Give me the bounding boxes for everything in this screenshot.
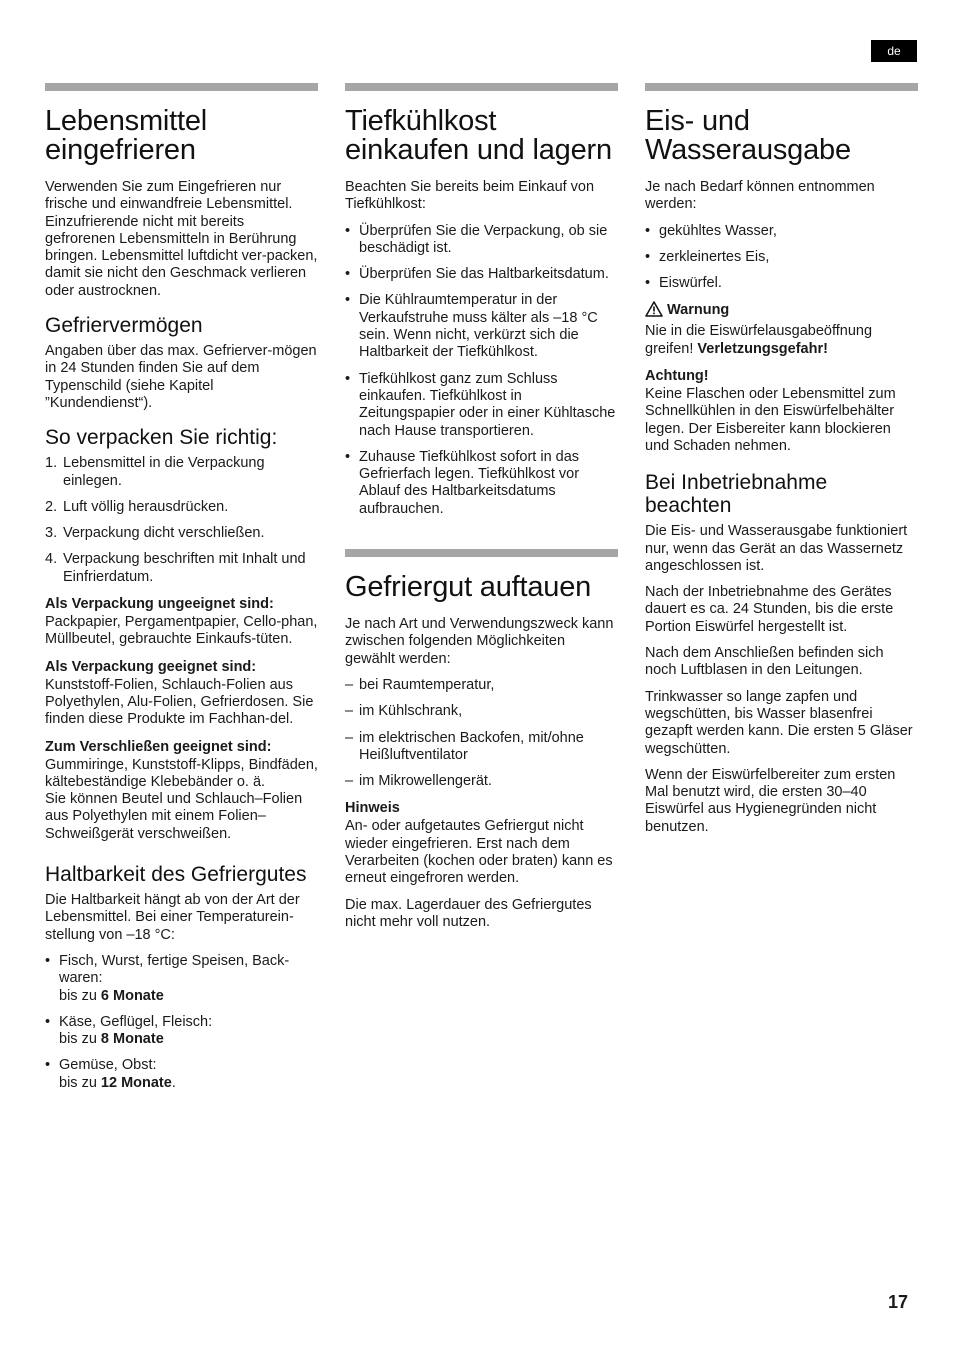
ice-water-intro: Je nach Bedarf können entnommen werden: xyxy=(645,179,875,213)
list-item: – im elektrischen Backofen, mit/ohne Heißluftventilator xyxy=(345,730,618,765)
column-frozen-food xyxy=(345,83,618,940)
list-item: • Die Kühlraumtemperatur in der Verkaufstruhe muss kälter als –18 °C sein. Wenn nicht, verkürzt sich die Haltbarkeit der Tiefkühlkost. xyxy=(345,292,618,361)
section-title-thawing: Gefriergut auftauen xyxy=(345,571,592,604)
page-number: 17 xyxy=(887,1292,908,1312)
warning-label: Warnung xyxy=(667,302,730,319)
capacity-text: Angaben über das max. Gefrierver-mögen in 24 Stunden finden Sie auf dem Typenschild (siehe Kapitel ”Kundendienst“). xyxy=(45,343,317,411)
list-item: 2. Luft völlig herausdrücken. xyxy=(45,498,229,515)
startup-paragraph: Wenn der Eiswürfelbereiter zum ersten Mal benutzt wird, die ersten 30–40 Eiswürfel aus Hygienegründen nicht benutzen. xyxy=(645,766,896,835)
list-item: – im Kühlschrank, xyxy=(345,703,618,720)
caution-text: Keine Flaschen oder Lebensmittel zum Schnellkühlen in den Eiswürfelbehälter legen. Der Eisbereiter kann blockieren und Schaden nehmen. xyxy=(645,386,896,454)
thawing-intro: Je nach Art und Verwendungszweck kann zwischen folgenden Möglichkeiten gewählt werden: xyxy=(345,616,614,667)
warning-triangle-icon xyxy=(645,301,663,322)
closing-text: Gummiringe, Kunststoff-Klipps, Bindfäden, kältebeständige Klebebänder o. ä. xyxy=(45,756,318,790)
section-rule xyxy=(345,83,618,91)
list-item: • zerkleinertes Eis, xyxy=(645,249,918,266)
startup-paragraph: Die Eis- und Wasserausgabe funktioniert nur, wenn das Gerät an das Wassernetz angeschlossen ist. xyxy=(645,523,908,574)
note-text: An- oder aufgetautes Gefriergut nicht wieder eingefrieren. Erst nach dem Verarbeiten (kochen oder braten) kann es erneut eingefroren werden. xyxy=(345,818,613,887)
list-item: • Käse, Geflügel, Fleisch: bis zu 8 Monate xyxy=(45,1014,318,1049)
list-item: 3. Verpackung dicht verschließen. xyxy=(45,525,265,542)
startup-paragraph: Trinkwasser so lange zapfen und wegschütten, bis Wasser blasenfrei gezapft werden kann. Die ersten 5 Gläser wegschütten. xyxy=(645,688,913,757)
list-item: • Fisch, Wurst, fertige Speisen, Back-waren: bis zu 6 Monate xyxy=(45,953,318,1005)
note-label: Hinweis xyxy=(345,800,400,817)
frozen-food-intro: Beachten Sie bereits beim Einkauf von Tiefkühlkost: xyxy=(345,179,595,213)
startup-paragraph: Nach dem Anschließen befinden sich noch Luftblasen in den Leitungen. xyxy=(645,645,884,679)
section-title-freezing: Lebensmittel eingefrieren xyxy=(45,105,208,166)
list-item: • Überprüfen Sie die Verpackung, ob sie beschädigt ist. xyxy=(345,223,618,258)
shelf-life-heading: Haltbarkeit des Gefriergutes xyxy=(45,863,307,887)
list-item: – bei Raumtemperatur, xyxy=(345,677,618,694)
unsuitable-label: Als Verpackung ungeeignet sind: xyxy=(45,596,274,613)
column-freezing xyxy=(45,83,318,1101)
unsuitable-text: Packpapier, Pergamentpapier, Cello-phan, Müllbeutel, gebrauchte Einkaufs-tüten. xyxy=(45,614,318,648)
ice-water-list xyxy=(645,223,918,293)
list-item: • Tiefkühlkost ganz zum Schluss einkaufen. Tiefkühlkost in Zeitungspapier oder in einer Kühltasche nach Hause transportieren. xyxy=(345,371,618,440)
section-rule xyxy=(45,83,318,91)
startup-paragraph: Nach der Inbetriebnahme des Gerätes dauert es ca. 24 Stunden, bis die erste Portion Eiswürfel hergestellt ist. xyxy=(645,584,894,635)
shelf-life-list xyxy=(45,953,318,1092)
closing-label: Zum Verschließen geeignet sind: xyxy=(45,738,272,755)
packing-steps xyxy=(45,455,318,586)
section-title-frozen-food: Tiefkühlkost einkaufen und lagern xyxy=(345,105,612,166)
freezing-intro: Verwenden Sie zum Eingefrieren nur frische und einwandfreie Lebensmittel. Einzufrierende nicht mit bereits gefrorenen Lebensmitteln in Berührung bringen. Lebensmittel luftdicht ver-packen, damit sie nicht den Geschmack verlieren oder austrocknen. xyxy=(45,179,318,299)
frozen-food-list xyxy=(345,223,618,518)
section-rule xyxy=(645,83,918,91)
section-title-ice-water: Eis- und Wasserausgabe xyxy=(645,105,851,166)
section-rule xyxy=(345,549,618,557)
note-text-2: Die max. Lagerdauer des Gefriergutes nicht mehr voll nutzen. xyxy=(345,896,592,930)
capacity-heading: Gefriervermögen xyxy=(45,314,203,338)
list-item: • gekühltes Wasser, xyxy=(645,223,918,240)
list-item: 4. Verpackung beschriften mit Inhalt und Einfrierdatum. xyxy=(45,551,306,585)
shelf-life-intro: Die Haltbarkeit hängt ab von der Art der Lebensmittel. Bei einer Temperaturein-stellung von –18 °C: xyxy=(45,892,300,943)
thawing-options xyxy=(345,677,618,790)
list-item: • Gemüse, Obst: bis zu 12 Monate. xyxy=(45,1057,318,1092)
warning-text: Nie in die Eiswürfelausgabeöffnung greifen! Verletzungsgefahr! xyxy=(645,323,873,357)
warning-heading xyxy=(645,301,918,322)
suitable-label: Als Verpackung geeignet sind: xyxy=(45,658,257,675)
caution-label: Achtung! xyxy=(645,368,709,385)
language-badge: de xyxy=(871,40,917,62)
closing-text-2: Sie können Beutel und Schlauch–Folien aus Polyethylen mit einem Folien–Schweißgerät verschweißen. xyxy=(45,791,303,842)
packing-heading: So verpacken Sie richtig: xyxy=(45,426,278,450)
list-item: – im Mikrowellengerät. xyxy=(345,773,618,790)
list-item: • Überprüfen Sie das Haltbarkeitsdatum. xyxy=(345,266,618,283)
list-item: • Eiswürfel. xyxy=(645,275,918,292)
list-item: • Zuhause Tiefkühlkost sofort in das Gefrierfach legen. Tiefkühlkost vor Ablauf des Haltbarkeitsdatums aufbrauchen. xyxy=(345,449,618,518)
suitable-text: Kunststoff-Folien, Schlauch-Folien aus Polyethylen, Alu-Folien, Gefrierdosen. Sie finden diese Produkte im Fachhan-del. xyxy=(45,676,314,728)
startup-heading: Bei Inbetriebnahme beachten xyxy=(645,471,828,518)
column-ice-water xyxy=(645,83,918,845)
list-item: 1. Lebensmittel in die Verpackung einlegen. xyxy=(45,455,265,489)
